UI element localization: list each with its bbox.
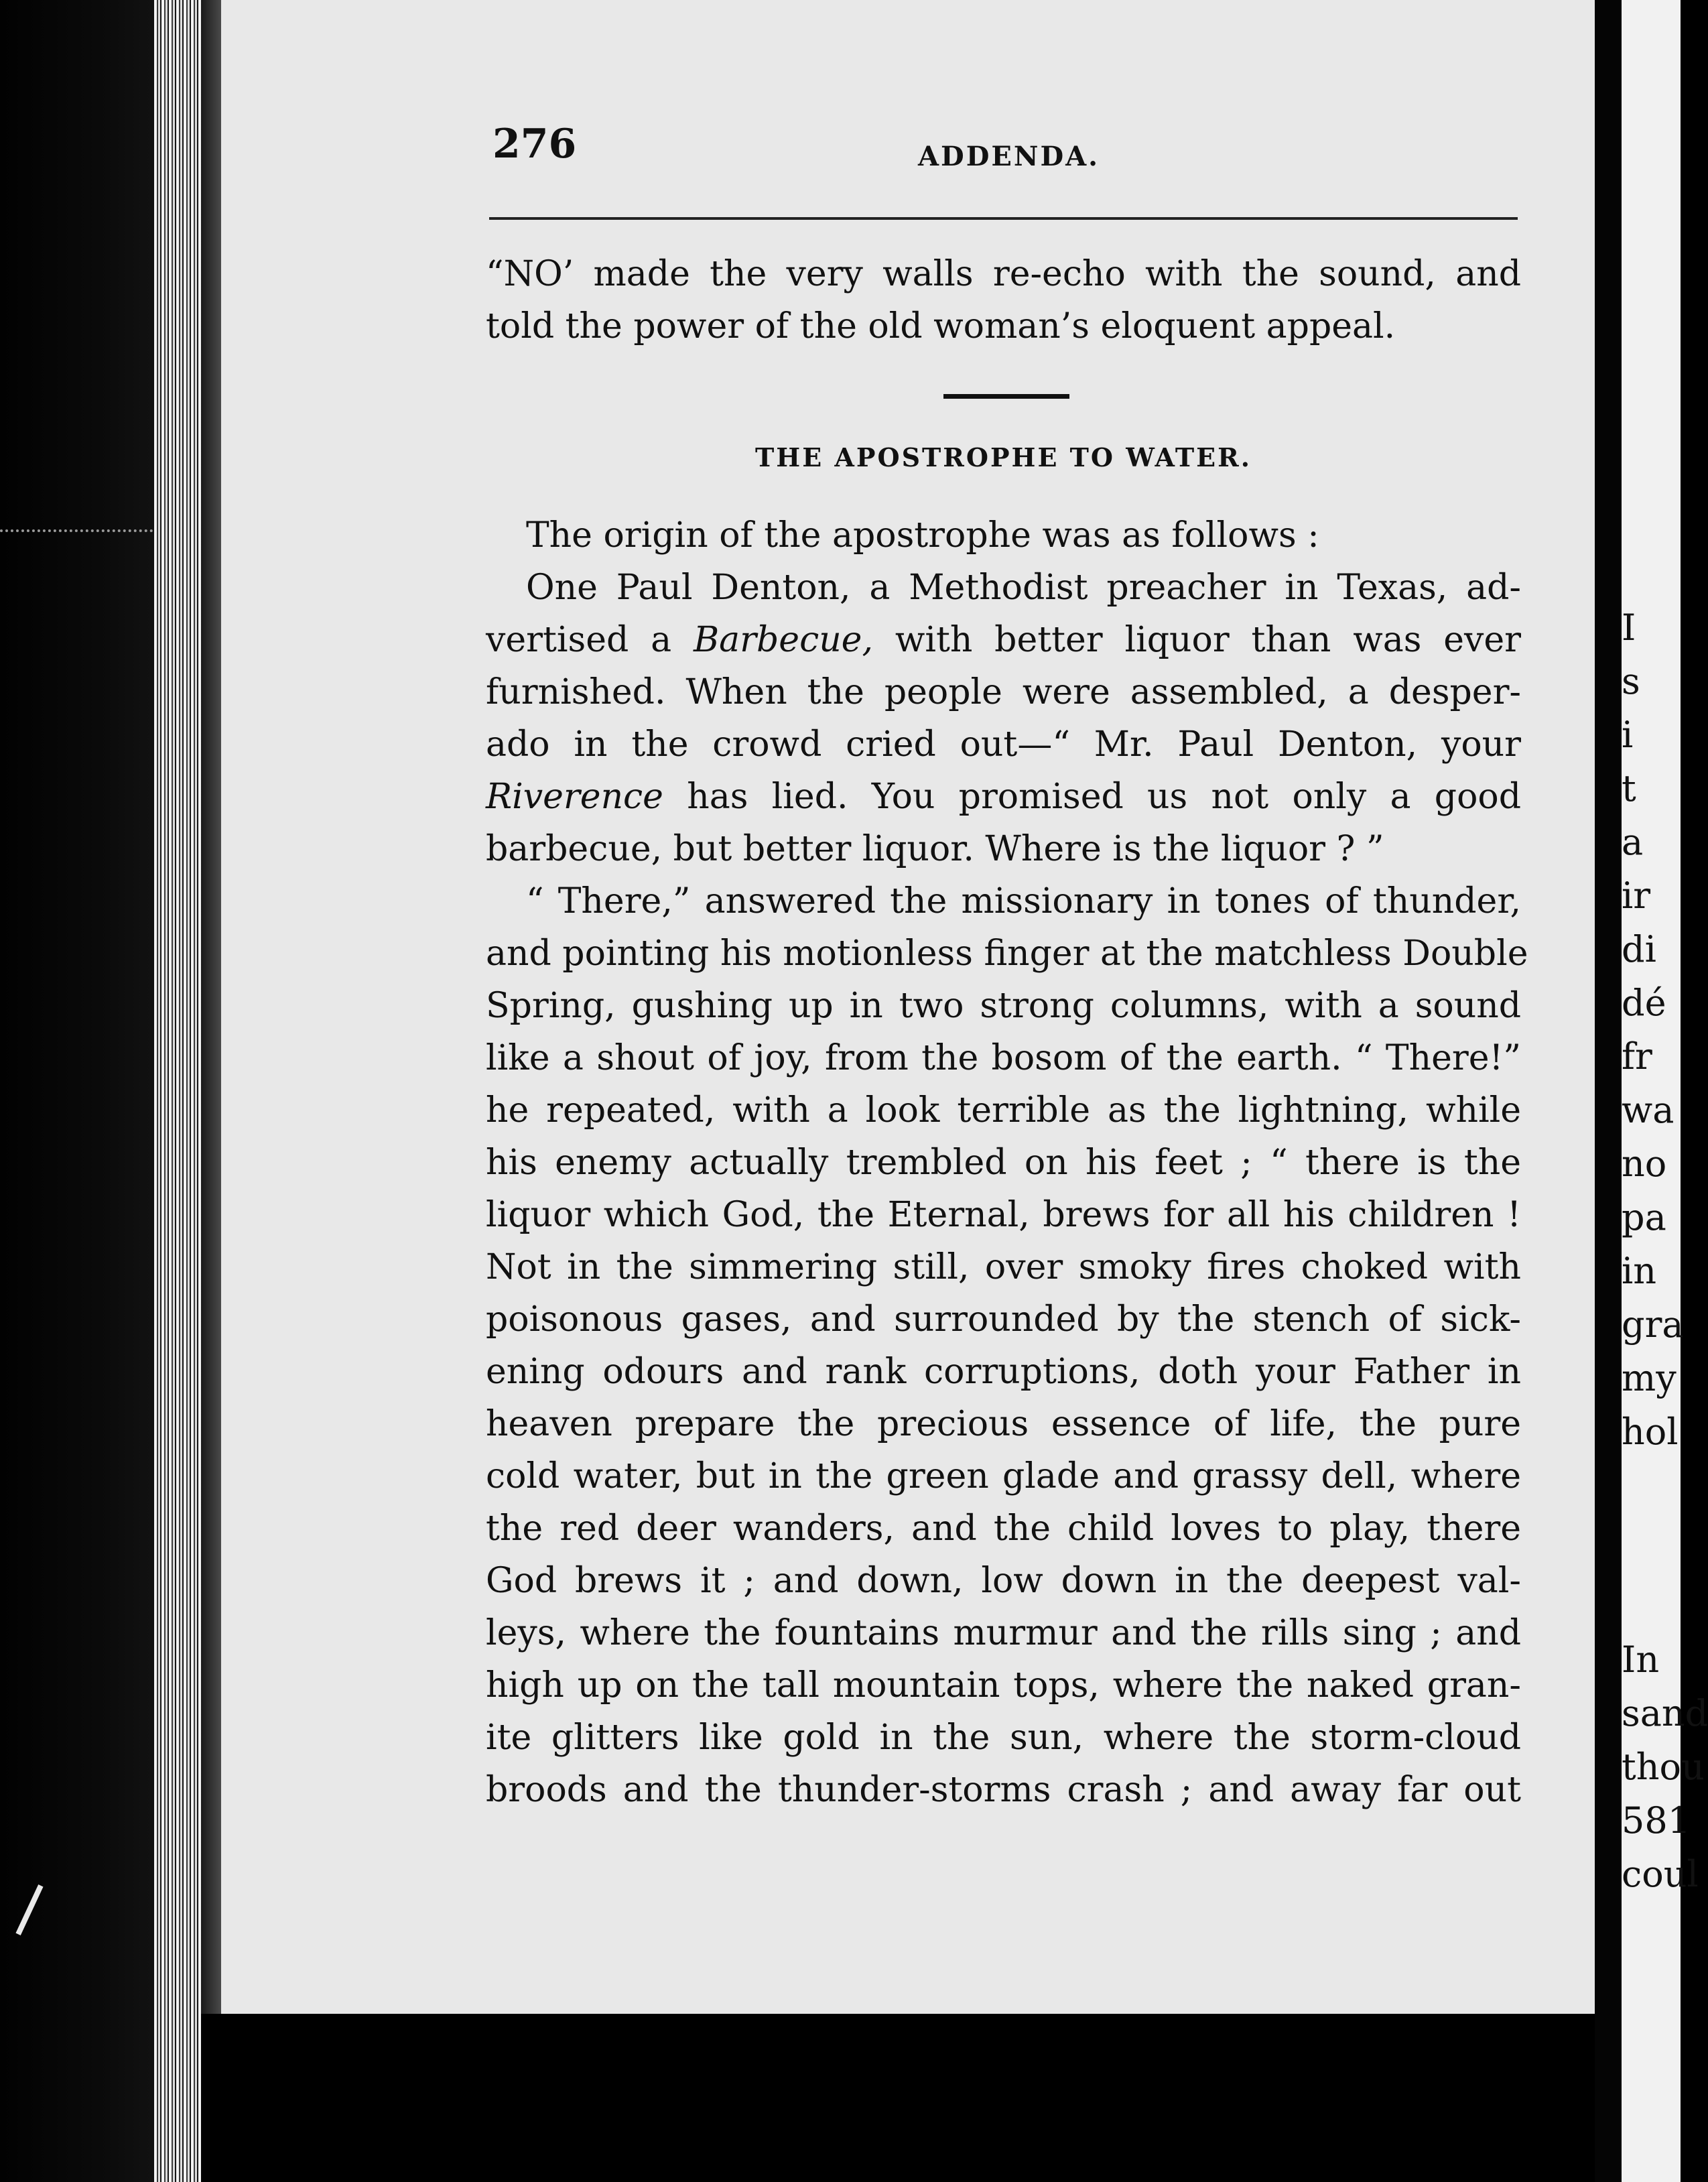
text-line: cold water, but in the green glade and grassy dell, where (486, 1456, 1521, 1496)
facing-page-fragment: dé (1622, 982, 1666, 1024)
facing-page-fragment: t (1622, 767, 1636, 810)
facing-page-fragment: hol (1622, 1411, 1679, 1453)
paragraph-apostrophe (486, 875, 1528, 1816)
text-line: God brews it ; and down, low down in the deepest val- (486, 1561, 1521, 1601)
text-line: broods and the thunder-storms crash ; and away far out (486, 1770, 1521, 1810)
facing-page-fragment: pa (1622, 1196, 1666, 1238)
running-header (492, 121, 1518, 181)
facing-page-fragment: di (1622, 928, 1656, 970)
text-line: heaven prepare the precious essence of life, the pure (486, 1404, 1521, 1444)
facing-page-fragment: s (1622, 660, 1640, 702)
running-head-title: ADDENDA. (918, 141, 1100, 172)
text-line: leys, where the fountains murmur and the rills sing ; and (486, 1613, 1521, 1653)
text-line: liquor which God, the Eternal, brews for all his children ! (486, 1195, 1521, 1235)
text-segment: with better liquor than was ever (873, 620, 1522, 660)
text-line: his enemy actually trembled on his feet ; “ there is the (486, 1143, 1521, 1183)
intro-paragraph (486, 248, 1521, 352)
text-line: told the power of the old woman’s eloquent appeal. (486, 306, 1396, 346)
facing-page-fragment: i (1622, 714, 1634, 756)
text-line: ite glitters like gold in the sun, where the storm-cloud (486, 1718, 1521, 1758)
facing-page-fragment: my (1622, 1357, 1677, 1399)
text-line: One Paul Denton, a Methodist preacher in Texas, ad- (526, 568, 1521, 608)
text-line: The origin of the apostrophe was as follows : (526, 515, 1319, 556)
section-title: THE APOSTROPHE TO WATER. (755, 442, 1252, 472)
facing-page (1622, 0, 1708, 2182)
facing-page-fragment: 581 (1622, 1799, 1691, 1842)
text-line: like a shout of joy, from the bosom of the earth. “ There!” (486, 1038, 1521, 1078)
facing-page-fragment: thou (1622, 1746, 1705, 1788)
text-line: barbecue, but better liquor. Where is the liquor ? ” (486, 829, 1384, 869)
section-divider-rule (943, 394, 1069, 399)
page-number: 276 (492, 121, 577, 168)
text-segment: has lied. You promised us not only a good (663, 777, 1521, 817)
facing-page-fragment: ir (1622, 875, 1651, 917)
text-line: “ There,” answered the missionary in tones of thunder, (526, 881, 1521, 921)
facing-page-fragment: a (1622, 821, 1644, 863)
facing-page-fragment: in (1622, 1250, 1657, 1292)
paragraph-origin (486, 509, 1521, 562)
italic-word-barbecue: Barbecue, (693, 620, 873, 660)
facing-page-fragment: fr (1622, 1035, 1652, 1078)
text-line: poisonous gases, and surrounded by the stench of sick- (486, 1299, 1521, 1340)
text-line: ening odours and rank corruptions, doth your Father in (486, 1352, 1521, 1392)
facing-page-fragment: I (1622, 606, 1636, 649)
text-line: he repeated, with a look terrible as the lightning, while (486, 1090, 1521, 1131)
paragraph-denton (486, 562, 1521, 875)
text-line: high up on the tall mountain tops, where the naked gran- (486, 1665, 1521, 1706)
page-bottom-shadow (201, 2014, 1615, 2182)
text-line: “NO’ made the very walls re-echo with the sound, and (486, 254, 1521, 294)
facing-page-fragment: no (1622, 1143, 1667, 1185)
text-line-with-italic (486, 771, 1521, 823)
facing-page-fragment: coul (1622, 1853, 1699, 1895)
book-gutter (1595, 0, 1622, 2182)
text-line: and pointing his motionless finger at the matchless Double (486, 934, 1528, 974)
header-rule (489, 217, 1518, 220)
text-line: Spring, gushing up in two strong columns, with a sound (486, 986, 1521, 1026)
facing-page-fragment: sand (1622, 1692, 1708, 1734)
text-line-with-italic (486, 614, 1521, 666)
italic-word-riverence: Riverence (486, 777, 663, 817)
facing-page-fragment: gra (1622, 1303, 1684, 1346)
text-segment: vertised a (486, 620, 694, 660)
facing-page-fragment: wa (1622, 1089, 1674, 1131)
text-line: Not in the simmering still, over smoky fires choked with (486, 1247, 1521, 1287)
text-line: furnished. When the people were assembled, a desper- (486, 672, 1521, 712)
text-line: ado in the crowd cried out—“ Mr. Paul Denton, your (486, 724, 1521, 765)
facing-page-fragment: In (1622, 1639, 1660, 1681)
text-line: the red deer wanders, and the child loves to play, there (486, 1509, 1521, 1549)
